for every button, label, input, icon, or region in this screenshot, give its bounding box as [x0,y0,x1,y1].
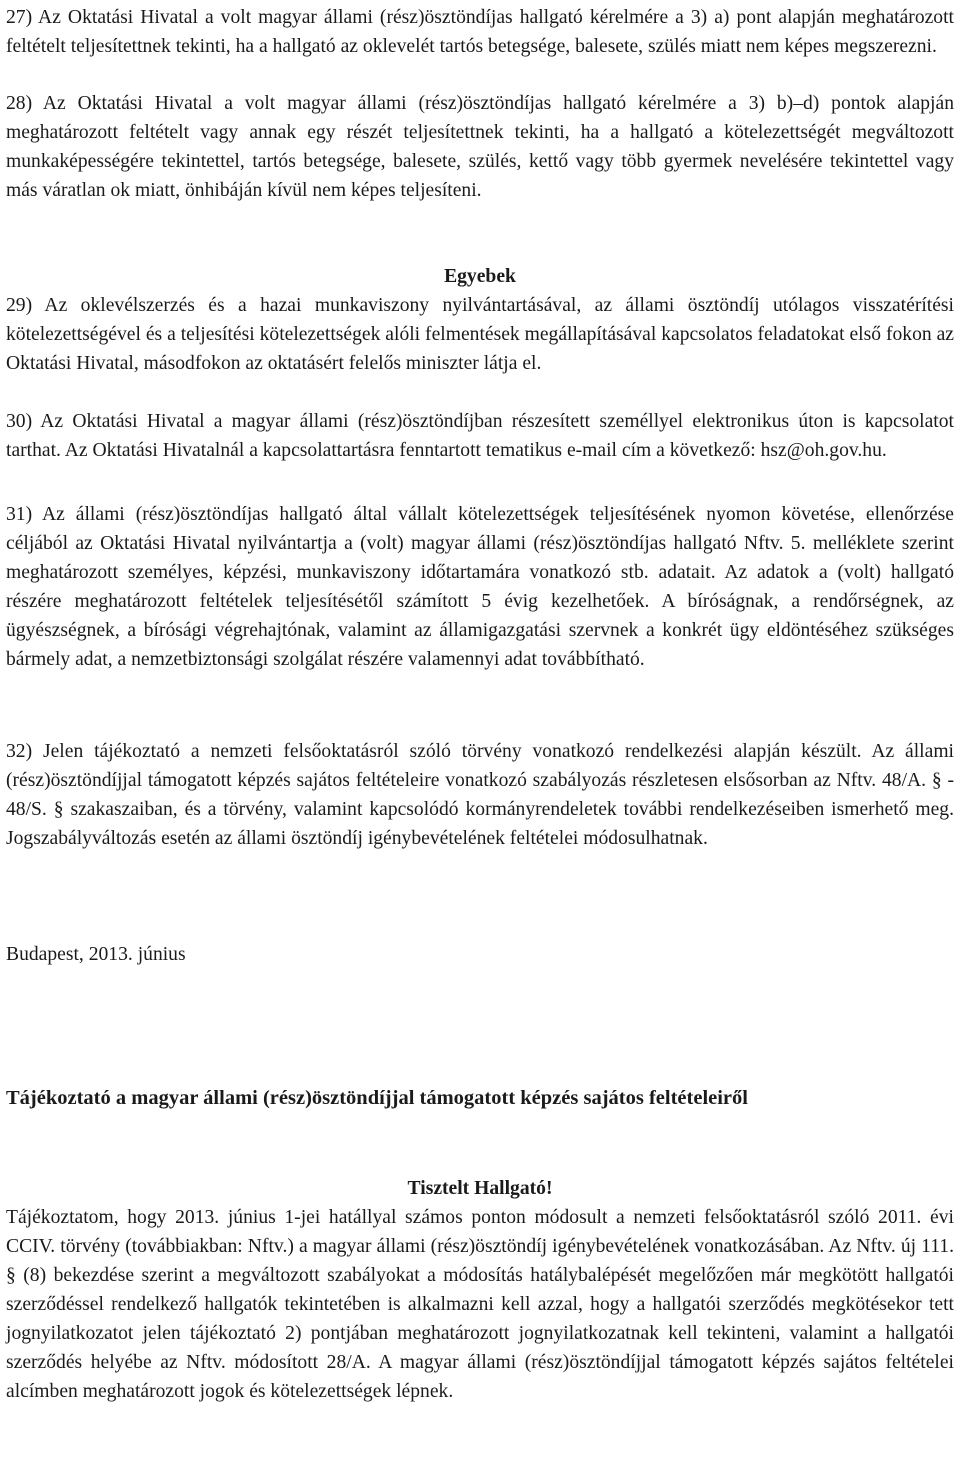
paragraph-32: 32) Jelen tájékoztató a nemzeti felsőoktatásról szóló törvény vonatkozó rendelkezési alapján készült. Az állami (rész)ösztöndíjjal támogatott képzés sajátos feltételeire vonatkozó szabályozás részletesen elsősorban az Nftv. 48/A. § - 48/S. § szakaszaiban, és a törvény, valamint kapcsolódó kormányrendeletek további rendelkezéseiben ismerhető meg. Jogszabályváltozás esetén az állami ösztöndíj igénybevételének feltételei módosulhatnak. [6,741,954,849]
paragraph-30: 30) Az Oktatási Hivatal a magyar állami (rész)ösztöndíjban részesített személlyel elektronikus úton is kapcsolatot tarthat. Az Oktatási Hivatalnál a kapcsolattartásra fenntartott tematikus e-mail cím a következő: hsz@oh.gov.hu. [6,411,954,461]
section-heading-egyebek: Egyebek [444,266,516,287]
document-title: Tájékoztató a magyar állami (rész)ösztöndíjjal támogatott képzés sajátos feltételeiről [6,1087,748,1109]
paragraph-27: 27) Az Oktatási Hivatal a volt magyar állami (rész)ösztöndíjas hallgató kérelmére a 3) a) pont alapján meghatározott feltételt teljesítettnek tekinti, ha a hallgató az oklevelét tartós betegsége, balesete, szülés miatt nem képes megszerezni. [6,7,954,57]
paragraph-29: 29) Az oklevélszerzés és a hazai munkaviszony nyilvántartásával, az állami ösztöndíj utólagos visszatérítési kötelezettségével és a teljesítési kötelezettségek alóli felmentések megállapításával kapcsolatos feladatokat első fokon az Oktatási Hivatal, másodfokon az oktatásért felelős miniszter látja el. [6,295,954,374]
place-date-line: Budapest, 2013. június [6,944,186,965]
intro-paragraph: Tájékoztatom, hogy 2013. június 1-jei hatállyal számos ponton módosult a nemzeti felsőoktatásról szóló 2011. évi CCIV. törvény (továbbiakban: Nftv.) a magyar állami (rész)ösztöndíj igénybevételének vonatkozásában. Az Nftv. új 111. § (8) bekezdése szerint a megváltozott szabályokat a módosítás hatálybalépését megelőzően már megkötött hallgatói szerződéssel rendelkező hallgatók tekintetében is alkalmazni kell azzal, hogy a hallgatói szerződés megkötésekor tett jognyilatkozatot jelen tájékoztató 2) pontjában meghatározott jognyilatkozatnak kell tekinteni, valamint a hallgatói szerződés helyébe az Nftv. módosított 28/A. A magyar állami (rész)ösztöndíjjal támogatott képzés sajátos feltételei alcímben meghatározott jogok és kötelezettségek lépnek. [6,1207,954,1402]
paragraph-28: 28) Az Oktatási Hivatal a volt magyar állami (rész)ösztöndíjas hallgató kérelmére a 3) b)–d) pontok alapján meghatározott feltételt vagy annak egy részét teljesítettnek tekinti, ha a hallgató a kötelezettségét megváltozott munkaképességére tekintettel, tartós betegsége, balesete, szülés, kettő vagy több gyermek nevelésére tekintettel vagy más váratlan ok miatt, önhibáján kívül nem képes teljesíteni. [6,93,954,201]
paragraph-31: 31) Az állami (rész)ösztöndíjas hallgató által vállalt kötelezettségek teljesítésének nyomon követése, ellenőrzése céljából az Oktatási Hivatal nyilvántartja a (volt) magyar állami (rész)ösztöndíjas hallgató Nftv. 5. melléklete szerint meghatározott személyes, képzési, munkaviszony időtartamára vonatkozó stb. adatait. Az adatok a (volt) hallgató részére meghatározott feltételek teljesítésétől számított 5 évig kezelhetőek. A bíróságnak, a rendőrségnek, az ügyészségnek, a bírósági végrehajtónak, valamint az államigazgatási szervnek a konkrét ügy eldöntéséhez szükséges bármely adat, a nemzetbiztonsági szolgálat részére valamennyi adat továbbítható. [6,504,954,670]
greeting-heading: Tisztelt Hallgató! [407,1178,553,1199]
